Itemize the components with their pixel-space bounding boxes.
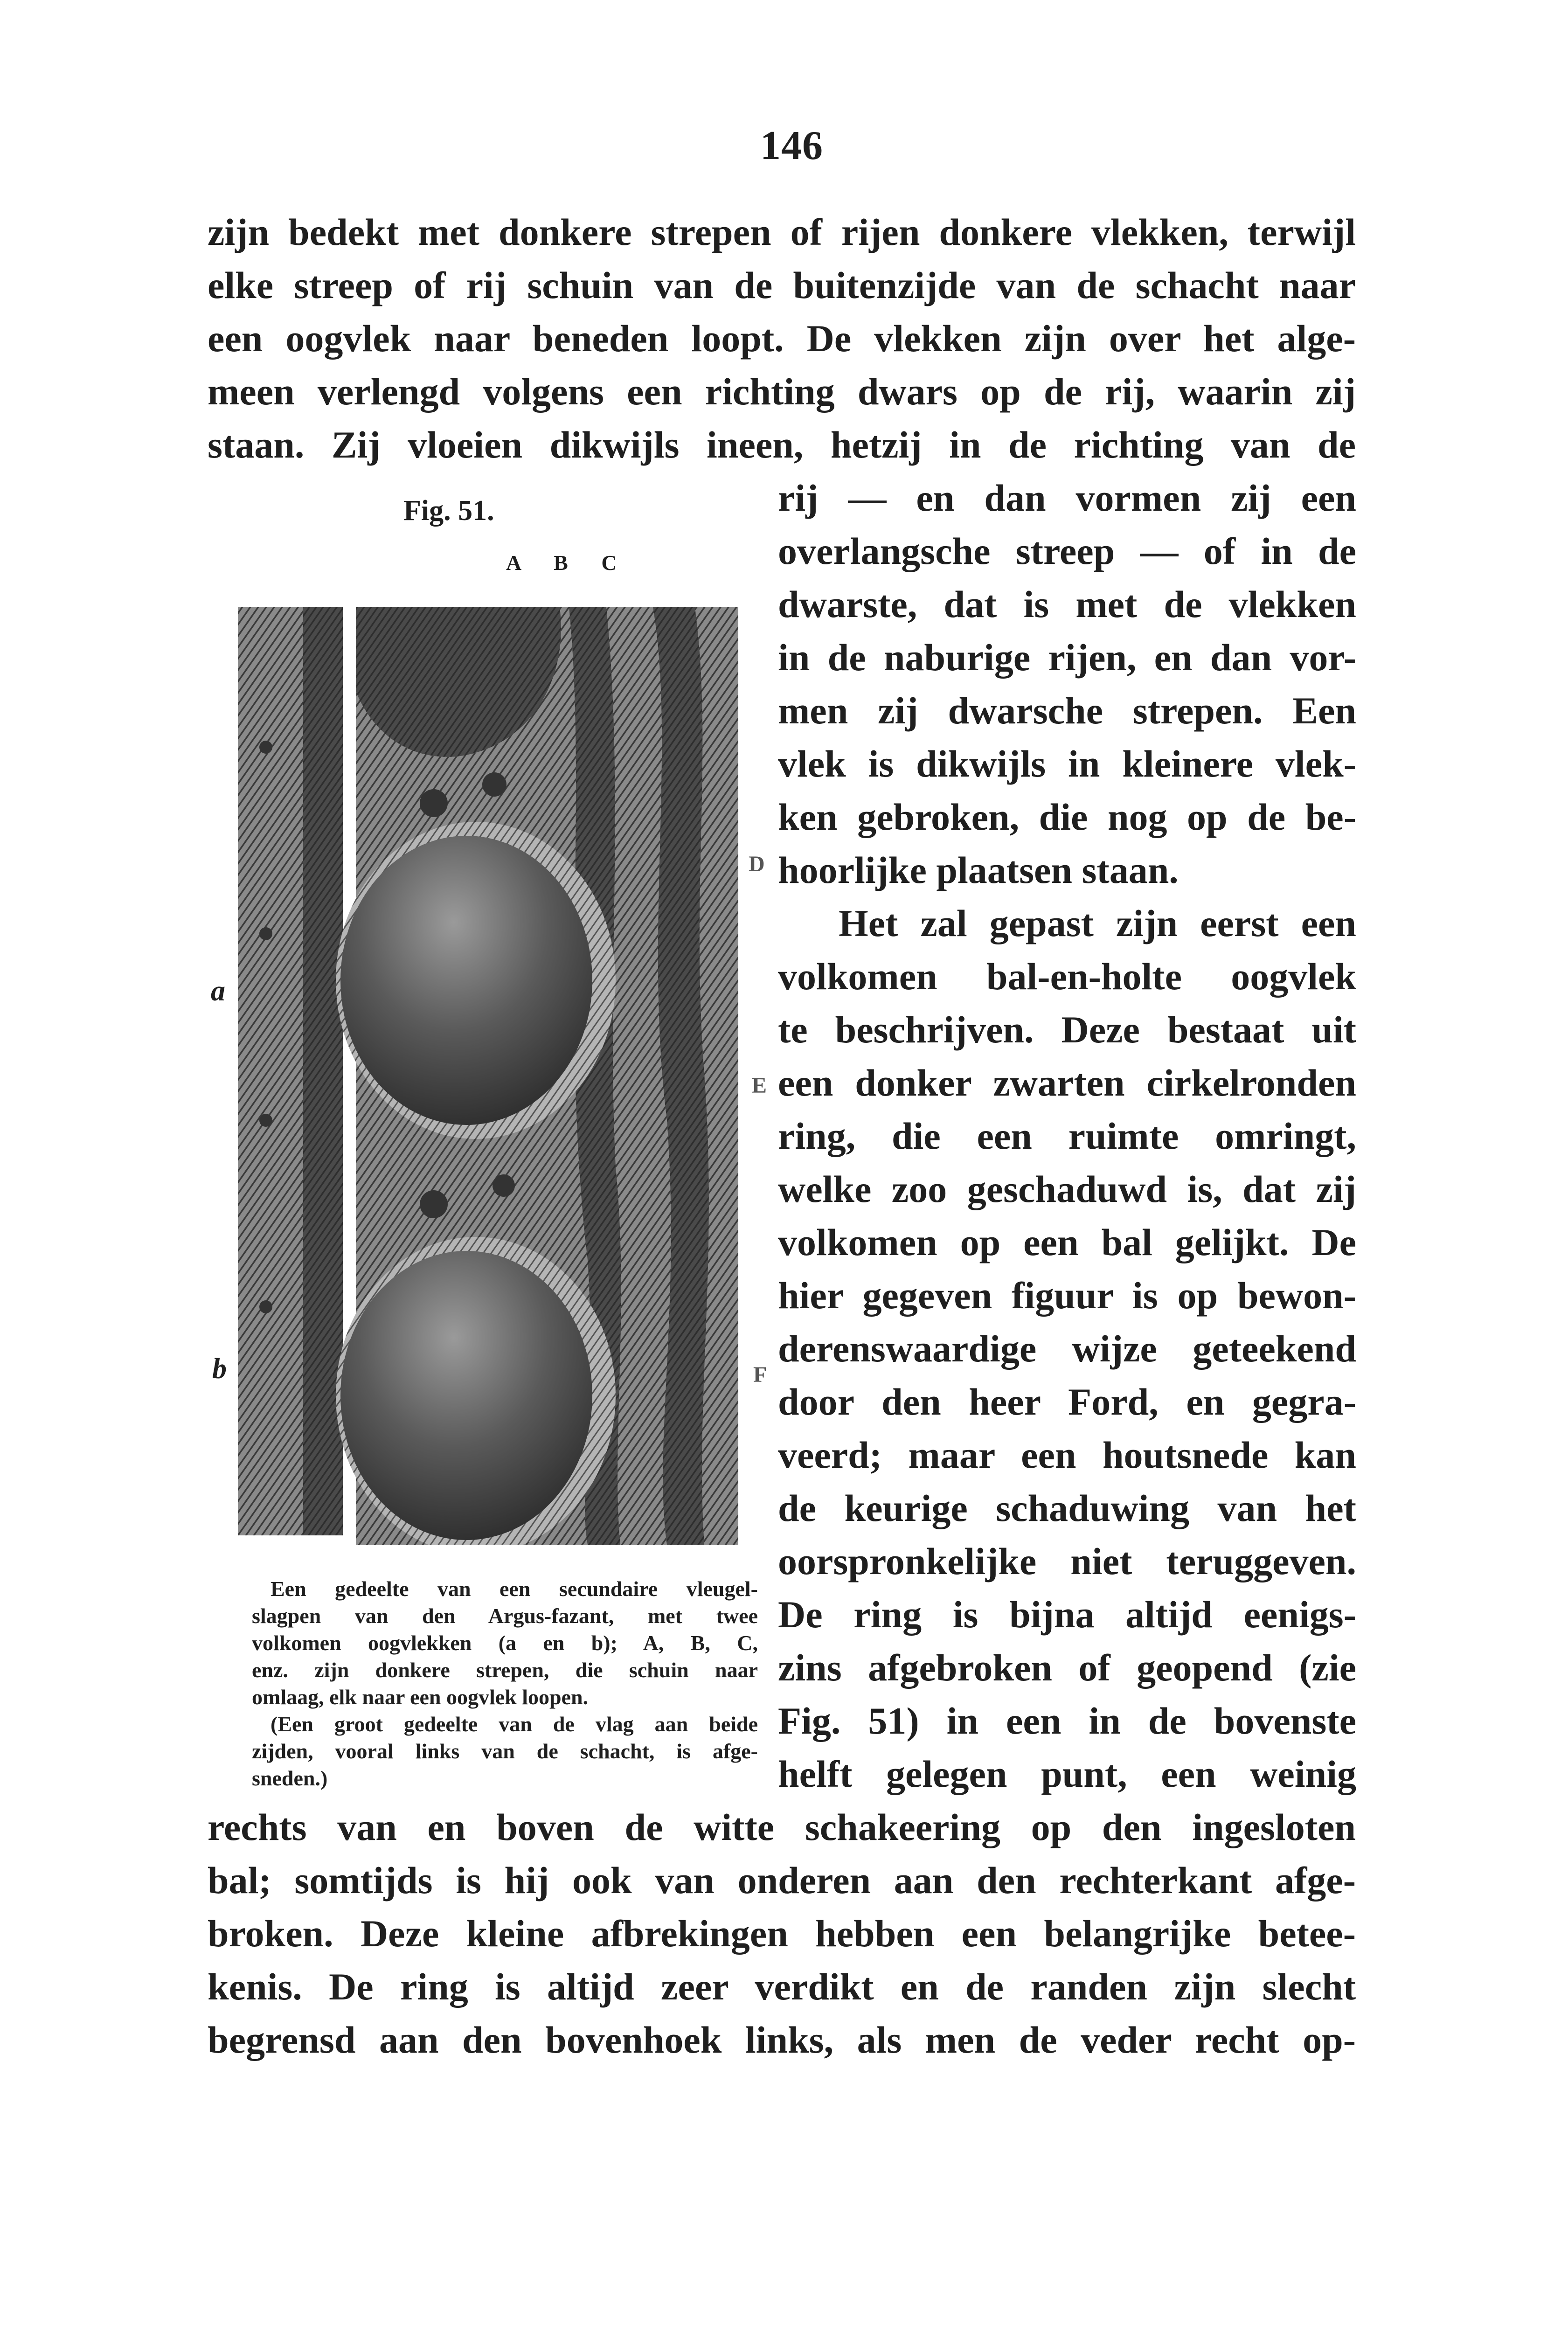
stripe-label-d: D <box>749 852 765 876</box>
text-line: broken. Deze kleine afbrekingen hebben een belangrijke betee- <box>208 1912 1356 1955</box>
spot <box>420 1190 448 1218</box>
text-line: zijn bedekt met donkere strepen of rijen donkere vlekken, terwijl <box>208 211 1356 253</box>
text-line: volkomen bal-en-holte oogvlek <box>778 955 1356 998</box>
caption-line: zijden, vooral links van de schacht, is afge- <box>252 1739 758 1763</box>
text-line: bal; somtijds is hij ook van onderen aan den rechterkant afge- <box>208 1859 1356 1902</box>
text-line: hier gegeven figuur is op bewon- <box>778 1274 1356 1317</box>
text-line: zins afgebroken of geopend (zie <box>778 1646 1356 1689</box>
spot <box>259 927 272 940</box>
text-line: Fig. 51) in een in de bovenste <box>778 1700 1356 1742</box>
caption-line: slagpen van den Argus-fazant, met twee <box>252 1604 758 1628</box>
spot <box>493 1174 515 1197</box>
text-line: welke zoo geschaduwd is, dat zij <box>778 1168 1356 1210</box>
caption-line: Een gedeelte van een secundaire vleugel- <box>271 1577 758 1601</box>
figure-title: Fig. 51. <box>403 495 494 527</box>
text-line: meen verlengd volgens een richting dwars op de rij, waarin zij <box>208 370 1356 413</box>
text-line: begrensd aan den bovenhoek links, als men de veder recht op- <box>208 2019 1356 2061</box>
ocellus-ball-b <box>340 1251 592 1540</box>
text-line: ring, die een ruimte omringt, <box>778 1115 1356 1157</box>
text-line: veerd; maar een houtsnede kan <box>778 1434 1356 1476</box>
stripe-label-e: E <box>752 1073 767 1098</box>
figure-stripe-labels: A B C <box>506 551 631 575</box>
argus-pheasant-feather-engraving <box>233 607 742 1545</box>
caption-line: omlaag, elk naar een oogvlek loopen. <box>252 1685 589 1709</box>
text-line: dwarste, dat is met de vlekken <box>778 583 1356 625</box>
spot <box>259 741 272 754</box>
text-line: volkomen op een bal gelijkt. De <box>778 1221 1356 1263</box>
spot <box>482 772 506 797</box>
text-line: kenis. De ring is altijd zeer verdikt en de randen zijn slecht <box>208 1965 1356 2008</box>
text-line: elke streep of rij schuin van de buitenzijde van de schacht naar <box>208 264 1356 306</box>
stripe-label-f: F <box>753 1362 767 1387</box>
text-line: men zij dwarsche strepen. Een <box>778 689 1356 732</box>
page-number: 146 <box>760 123 823 168</box>
spot <box>420 789 448 817</box>
text-line: vlek is dikwijls in kleinere vlek- <box>778 743 1356 785</box>
ocellus-ball-a <box>340 836 592 1125</box>
text-line: door den heer Ford, en gegra- <box>778 1381 1356 1423</box>
text-line: te beschrijven. Deze bestaat uit <box>778 1008 1356 1051</box>
spot <box>259 1300 272 1313</box>
text-line: ken gebroken, die nog op de be- <box>778 796 1356 838</box>
text-line: oorspronkelijke niet teruggeven. <box>778 1540 1356 1582</box>
text-line: rechts van en boven de witte schakeering op den ingesloten <box>208 1806 1356 1848</box>
ocellus-label-b: b <box>212 1353 227 1385</box>
text-line: Het zal gepast zijn eerst een <box>839 902 1356 944</box>
caption-line: volkomen oogvlekken (a en b); A, B, C, <box>252 1631 758 1655</box>
caption-line: enz. zijn donkere strepen, die schuin naar <box>252 1658 758 1682</box>
text-line: derenswaardige wijze geteekend <box>778 1327 1356 1370</box>
text-line: in de naburige rijen, en dan vor- <box>778 636 1356 679</box>
text-line: een oogvlek naar beneden loopt. De vlekken zijn over het alge- <box>208 317 1356 360</box>
text-line: een donker zwarten cirkelronden <box>778 1062 1356 1104</box>
text-line: de keurige schaduwing van het <box>778 1487 1356 1529</box>
feather-illustration <box>233 607 742 1545</box>
caption-line: sneden.) <box>252 1766 328 1790</box>
spot <box>259 1114 272 1127</box>
caption-line: (Een groot gedeelte van de vlag aan beide <box>271 1712 758 1736</box>
text-line: staan. Zij vloeien dikwijls ineen, hetzij in de richting van de <box>208 423 1356 466</box>
ocellus-label-a: a <box>211 975 225 1007</box>
text-line: rij — en dan vormen zij een <box>778 477 1356 519</box>
text-line: helft gelegen punt, een weinig <box>778 1753 1356 1795</box>
text-line: De ring is bijna altijd eenigs- <box>778 1593 1356 1636</box>
text-line: overlangsche streep — of in de <box>778 530 1356 572</box>
text-line: hoorlijke plaatsen staan. <box>778 849 1179 891</box>
